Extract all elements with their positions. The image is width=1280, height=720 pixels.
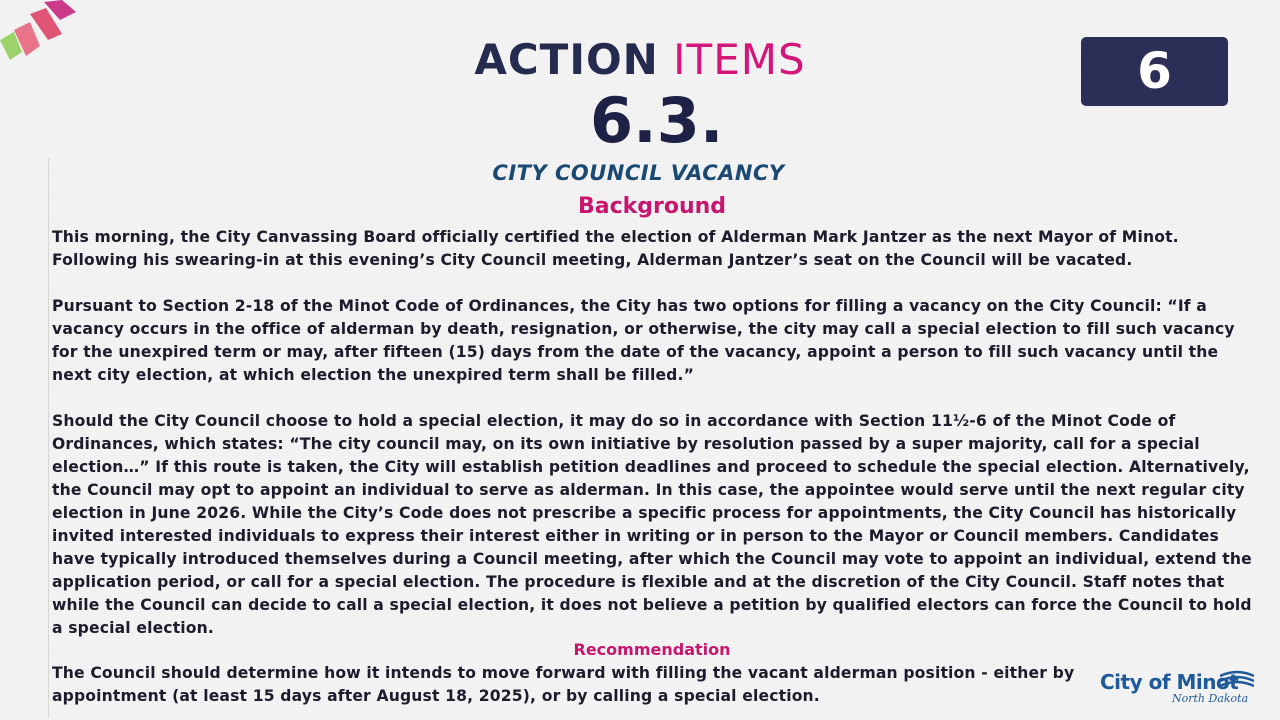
title-items: ITEMS: [673, 35, 806, 84]
background-body: [52, 226, 1252, 640]
city-of-minot-logo: [1098, 668, 1263, 712]
logo-name: City of Minot: [1100, 670, 1239, 694]
section-badge: 6: [1081, 37, 1228, 106]
title-action: ACTION: [474, 35, 659, 84]
logo-swoosh-icon: [1220, 670, 1254, 690]
recommendation-text: The Council should determine how it intends to move forward with filling the vacant alderman position - either by appointment (at least 15 days after August 18, 2025), or by calling a special election.: [52, 664, 1075, 705]
left-divider: [48, 158, 49, 718]
background-heading: Background: [577, 194, 727, 219]
item-number: 6.3.: [590, 84, 724, 157]
recommendation-heading: Recommendation: [573, 640, 731, 659]
logo-state: North Dakota: [1172, 692, 1249, 705]
background-paragraph: This morning, the City Canvassing Board officially certified the election of Alderman Mark Jantzer as the next Mayor of Minot. Following his swearing-in at this evening’s City Council meeting, Alderman Jantzer’s seat on the Council will be vacated.: [52, 228, 1179, 269]
background-paragraph: Should the City Council choose to hold a special election, it may do so in accordance with Section 11½-6 of the Minot Code of Ordinances, which states: “The city council may, on its own initiative by resolution passed by a super majority, call for a special election…” If this route is taken, the City will establish petition deadlines and proceed to schedule the special election. Alternatively, the Council may opt to appoint an individual to serve as alderman. In this case, the appointee would serve until the next regular city election in June 2026. While the City’s Code does not prescribe a specific process for appointments, the City Council has historically invited interested individuals to express their interest either in writing or in person to the Mayor or Council members. Candidates have typically introduced themselves during a Council meeting, after which the Council may vote to appoint an individual, extend the application period, or call for a special election. The procedure is flexible and at the discretion of the City Council. Staff notes that while the Council can decide to call a special election, it does not believe a petition by qualified electors can force the Council to hold a special election.: [52, 412, 1252, 637]
background-paragraph: Pursuant to Section 2-18 of the Minot Code of Ordinances, the City has two options for filling a vacancy on the City Council: “If a vacancy occurs in the office of alderman by death, resignation, or otherwise, the city may call a special election to fill such vacancy for the unexpired term or may, after fifteen (15) days from the date of the vacancy, appoint a person to fill such vacancy until the next city election, at which election the unexpired term shall be filled.”: [52, 297, 1235, 384]
agenda-subtitle: CITY COUNCIL VACANCY: [492, 161, 785, 185]
